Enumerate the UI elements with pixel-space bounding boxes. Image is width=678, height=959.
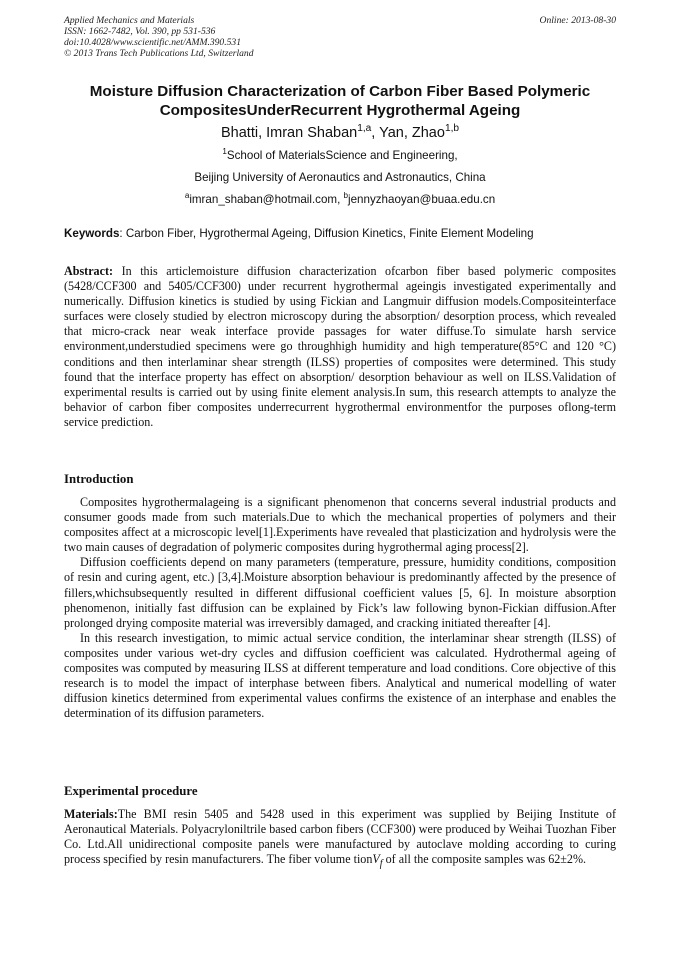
affiliation-text: School of MaterialsScience and Engineering, — [226, 149, 458, 162]
author-affiliation-mark: 1,a — [357, 123, 372, 135]
fiber-volume-symbol: V — [372, 852, 380, 867]
journal-header — [64, 15, 616, 59]
keywords-text: : Carbon Fiber, Hygrothermal Ageing, Diffusion Kinetics, Finite Element Modeling — [119, 227, 534, 240]
paragraph: Composites hygrothermalageing is a significant phenomenon that concerns several industrial products and consumer goods made from such materials.Due to which the mechanical properties of polymers and their composites affect at a microscopic level[1].Experiments have revealed that plasticization and hydrolysis were the two main causes of degradation of polymeric composites during hygrothermal aging process[2]. — [64, 495, 616, 555]
email-link[interactable]: imran_shaban@hotmail.com, — [189, 193, 344, 206]
keywords-label: Keywords — [64, 227, 120, 240]
section-heading-introduction: Introduction — [64, 472, 134, 486]
issn-line: ISSN: 1662-7482, Vol. 390, pp 531-536 — [64, 26, 216, 37]
email-line — [64, 193, 616, 207]
abstract-paragraph — [64, 264, 616, 430]
doi-line[interactable]: doi:10.4028/www.scientific.net/AMM.390.531 — [64, 37, 242, 48]
abstract-text: In this articlemoisture diffusion characterization ofcarbon fiber based polymeric composites (5428/CCF300 and 5405/CCF300) under recurrent hygrothermal ageingis investigated experimentally and numerically. Diffusion kinetics is studied by using Fickian and Langmuir diffusion models.Compositeinterface surfaces were closely studied by electron microscopy during the absorption/ desorption process, which revealed that micro-crack near weak interface provide passages for water diffuse.To simulate harsh service environment,understudied specimens were go throughhigh humidity and high temperature(85°C and 120 °C) conditions and then interlaminar shear strength (ILSS) properties of composites were determined. This study found that the interface property has effect on absorption/ desorption behaviour as well on ILSS.Validation of experimental results is carried out by using finite element analysis.In sum, this research attempts to analyze the behavior of carbon fiber composites underrecurrent hygrothermal environmentfor the purposes oflong-term service prediction. — [64, 264, 616, 429]
copyright-line: © 2013 Trans Tech Publications Ltd, Switzerland — [64, 48, 254, 59]
paper-title — [64, 82, 616, 120]
title-line-1: Moisture Diffusion Characterization of Carbon Fiber Based Polymeric — [89, 83, 591, 100]
email-link[interactable]: jennyzhaoyan@buaa.edu.cn — [348, 193, 496, 206]
materials-text-end: of all the composite samples was 62±2%. — [382, 852, 587, 867]
affiliation-line-1 — [64, 149, 616, 163]
author-affiliation-mark: 1,b — [444, 123, 460, 135]
author-name: Bhatti, Imran Shaban — [220, 125, 358, 141]
materials-paragraph — [64, 807, 616, 872]
section-heading-experimental: Experimental procedure — [64, 784, 198, 798]
paragraph: Diffusion coefficients depend on many parameters (temperature, pressure, humidity conditions, composition of resin and curing agent, etc.) [3,4].Moisture absorption behaviour is predominantly affected by the presence of fillers,whichsubsequently resulted in different diffusional coefficient values [5, 6]. In moisture absorption phenomenon, initially fast diffusion can be explained by Fick’s law following bynon-Fickian diffusion.After prolonged drying composite material was irreversibly damaged, and cracking initiated thereafter [4]. — [64, 555, 616, 630]
author-list — [64, 124, 616, 142]
affiliation-line-2: Beijing University of Aeronautics and Astronautics, China — [194, 171, 486, 184]
email-mark: a — [184, 191, 190, 201]
author-separator: , — [371, 125, 380, 141]
affiliation-mark: 1 — [222, 147, 227, 157]
materials-section — [64, 807, 616, 872]
materials-text: The BMI resin 5405 and 5428 used in this experiment was supplied by Beijing Institute of Aeronautical Materials. Polyacryloniltrile based carbon fibers (CCF300) were produced by Weihai Tuozhan Fiber Co. Ltd.All unidirectional composite panels were manufactured by autoclave molding according to curing process specified by resin manufacturers. The fiber volume tion — [64, 807, 616, 867]
paragraph: In this research investigation, to mimic actual service condition, the interlaminar shear strength (ILSS) of composites under various wet-dry cycles and diffusion coefficient was calculated. Hydrothermal ageing of composites was computed by measuring ILSS at different temperature and load conditions. Core objective of this research is to model the impact of interphase between fibers. Analytical and numerical modelling of water diffusion kinetics determined from experimental values confirms the existence of an interphase and enables the determination of its diffusion parameters. — [64, 630, 616, 721]
journal-name: Applied Mechanics and Materials — [64, 15, 195, 26]
introduction-body — [64, 495, 616, 721]
materials-label: Materials: — [64, 807, 118, 821]
keywords — [64, 227, 616, 241]
abstract — [64, 264, 616, 430]
author-name: Yan, Zhao — [379, 125, 445, 141]
email-mark: b — [343, 191, 349, 201]
fiber-volume-subscript: f — [379, 858, 383, 870]
title-line-2: CompositesUnderRecurrent Hygrothermal Ageing — [159, 102, 521, 119]
abstract-label: Abstract: — [64, 264, 114, 278]
online-date: Online: 2013-08-30 — [539, 15, 616, 26]
